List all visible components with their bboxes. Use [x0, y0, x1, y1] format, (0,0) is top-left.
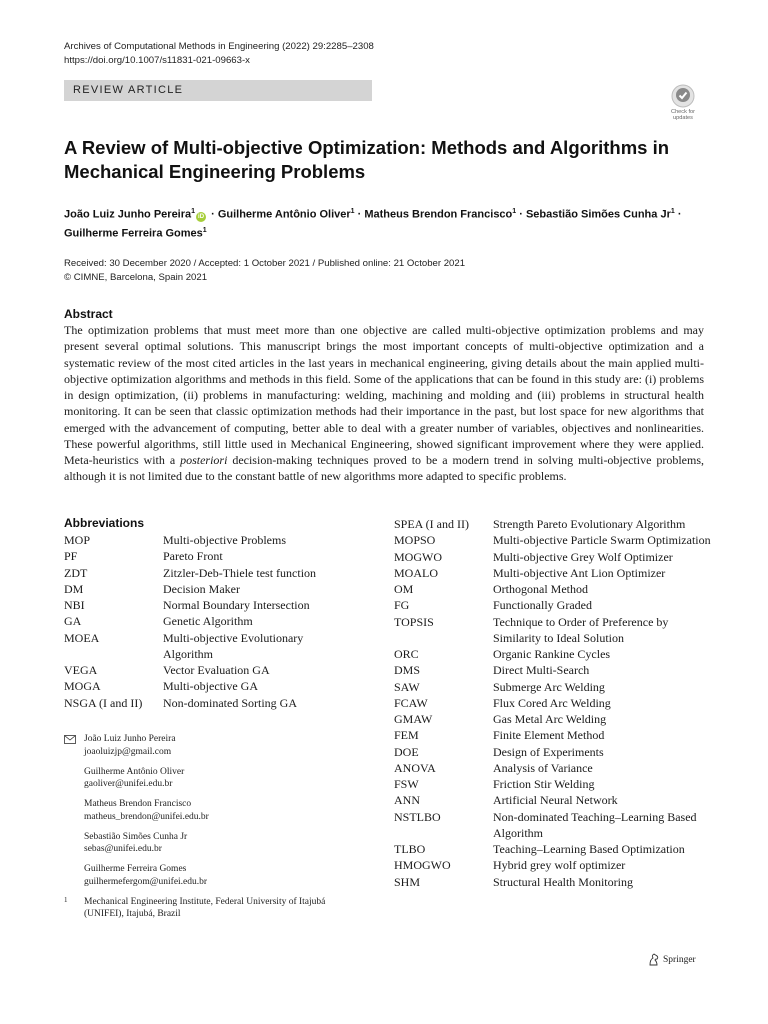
abbreviation-term: TOPSIS: [394, 614, 434, 629]
correspondence-entry: [64, 798, 344, 823]
author-name: Guilherme Antônio Oliver: [217, 208, 351, 221]
author-affiliation-number: 1: [670, 208, 675, 215]
abbreviation-definition: Friction Stir Welding: [493, 777, 595, 791]
correspondence-entry: [64, 733, 344, 758]
abbreviation-definition: Vector Evaluation GA: [163, 663, 270, 677]
affiliation: [64, 896, 344, 921]
springer-logo: [648, 953, 696, 966]
abstract-text-part-1: The optimization problems that must meet more than one objective are called multi-objective optimization problems and may present several optimal solutions. This manuscript brings the most important concepts of multi-objective optimization and a systematic review of the most cited articles in the last years in mechanical engineering, giving details about the main applied multi-objective optimization algorithms and methods in this field. Some of the applications that can be found in this study are: (i) problems in design optimization, (ii) problems in manufacturing: welding, machining and molding and (iii) problems in structural health monitoring. It can be seen that classic optimization methods had their importance in the past, but lost space for new algorithms that emerged with the advancement of computing, better able to deal with a greater number of variables, objectives and nonlinearities. These powerful algorithms, still little used in Mechanical Engineering, showed significant improvement where they were applied. Meta-heuristics with a: [64, 323, 704, 467]
abbreviation-definition: Functionally Graded: [493, 598, 592, 613]
correspondence-entry: [64, 863, 344, 888]
abbreviation-term: ANOVA: [394, 760, 436, 775]
abbreviation-definition: Teaching–Learning Based Optimization: [493, 842, 685, 856]
author-affiliation-number: 1: [202, 226, 207, 234]
check-updates-icon: [671, 84, 695, 108]
correspondence-email[interactable]: gaoliver@unifei.edu.br: [84, 779, 173, 789]
abbreviation-term: FCAW: [394, 695, 428, 710]
abbreviation-definition: Organic Rankine Cycles: [493, 647, 611, 661]
abbreviation-row: [394, 841, 712, 857]
author-affiliation-number: 1: [512, 208, 517, 215]
abbreviation-term: OM: [394, 582, 414, 596]
springer-horse-icon: [648, 953, 660, 966]
abbreviation-term: SPEA (I and II): [394, 517, 469, 531]
abbreviation-row: [64, 695, 334, 711]
abbreviation-row: [64, 678, 334, 694]
abbreviation-term: DMS: [394, 663, 421, 678]
author-name: João Luiz Junho Pereira: [64, 208, 192, 221]
doi-link[interactable]: https://doi.org/10.1007/s11831-021-09663-x: [64, 55, 250, 66]
abbreviation-row: [64, 630, 334, 663]
abbreviation-row: [394, 711, 712, 727]
abbreviation-row: [64, 548, 334, 564]
abbreviation-definition: Artificial Neural Network: [493, 793, 618, 808]
abbreviation-term: HMOGWO: [394, 858, 451, 873]
abbreviation-row: [394, 549, 712, 565]
abbreviation-row: [394, 744, 712, 760]
abbreviation-definition: Orthogonal Method: [493, 582, 588, 596]
abbreviation-term: TLBO: [394, 842, 426, 856]
abbreviation-row: [394, 760, 712, 776]
abbreviation-term: SAW: [394, 679, 420, 694]
abbreviation-definition: Multi-objective Particle Swarm Optimization: [493, 533, 711, 548]
abbreviation-term: VEGA: [64, 663, 98, 677]
abstract-heading: Abstract: [64, 307, 113, 321]
abbreviation-definition: Non-dominated Sorting GA: [163, 695, 297, 710]
abbreviation-row: [394, 857, 712, 873]
mail-icon: [64, 735, 76, 744]
abbreviation-definition: Flux Cored Arc Welding: [493, 695, 611, 710]
abbreviation-definition: Multi-objective Grey Wolf Optimizer: [493, 549, 673, 564]
abbreviation-term: MOALO: [394, 565, 438, 580]
copyright: © CIMNE, Barcelona, Spain 2021: [64, 272, 208, 283]
abbreviation-row: [394, 662, 712, 678]
abbreviation-row: [394, 679, 712, 695]
abstract-italic-term: posteriori: [180, 453, 228, 467]
journal-citation: Archives of Computational Methods in Engineering (2022) 29:2285–2308: [64, 41, 374, 52]
abbreviation-term: NSTLBO: [394, 809, 441, 824]
abbreviation-definition: Technique to Order of Preference by Similarity to Ideal Solution: [493, 614, 669, 645]
correspondence-email[interactable]: guilhermefergom@unifei.edu.br: [84, 876, 208, 887]
correspondence-name: Guilherme Antônio Oliver: [84, 766, 185, 777]
publication-dates: Received: 30 December 2020 / Accepted: 1 October 2021 / Published online: 21 October 2021: [64, 258, 466, 269]
abbreviation-row: [64, 565, 334, 581]
abbreviation-term: FG: [394, 598, 410, 613]
abbreviation-definition: Pareto Front: [163, 549, 223, 564]
abbreviation-term: MOGWO: [394, 549, 442, 564]
abbreviation-row: [394, 809, 712, 842]
abbreviation-row: [394, 516, 712, 532]
abbreviation-definition: Multi-objective Evolutionary Algorithm: [163, 630, 304, 661]
abbreviation-term: FEM: [394, 728, 419, 743]
abbreviation-row: [394, 532, 712, 548]
abbreviation-definition: Submerge Arc Welding: [493, 679, 605, 694]
affiliation-text: Mechanical Engineering Institute, Federal University of Itajubá (UNIFEI), Itajubá, Brazil: [84, 896, 326, 919]
abbreviation-definition: Hybrid grey wolf optimizer: [493, 858, 626, 873]
abbreviations-list-right: [394, 516, 712, 890]
abbreviation-row: [394, 792, 712, 808]
abbreviation-definition: Structural Health Monitoring: [493, 874, 633, 889]
abbreviation-row: [394, 874, 712, 890]
abbreviation-row: [64, 597, 334, 613]
abbreviation-term: FSW: [394, 777, 419, 791]
abbreviation-row: [394, 776, 712, 792]
abbreviation-row: [64, 613, 334, 629]
abbreviation-row: [394, 695, 712, 711]
abbreviation-definition: Decision Maker: [163, 581, 240, 596]
abbreviation-definition: Multi-objective Problems: [163, 533, 286, 547]
abbreviation-definition: Strength Pareto Evolutionary Algorithm: [493, 517, 686, 531]
author-list: João Luiz Junho Pereira$^1$iD · Guilherme Antônio Oliver$^1$ · Matheus Brendon Francisco$^1$ · Sebastião Simões Cunha $Jr^1$ · Guilherme Ferreira Gomes$^1$: [64, 208, 682, 240]
abbreviation-definition: Multi-objective GA: [163, 679, 258, 694]
abbreviation-term: MOPSO: [394, 533, 436, 548]
abbreviation-definition: Non-dominated Teaching–Learning Based Algorithm: [493, 809, 697, 840]
abbreviation-row: [64, 532, 334, 548]
abbreviation-term: DOE: [394, 744, 419, 759]
abbreviation-definition: Design of Experiments: [493, 744, 604, 759]
abbreviation-row: [64, 662, 334, 678]
author-name: Guilherme Ferreira Gomes: [64, 227, 203, 240]
abbreviation-row: [394, 727, 712, 743]
abbreviation-row: [394, 565, 712, 581]
abbreviation-term: ORC: [394, 647, 419, 661]
abbreviation-definition: Zitzler-Deb-Thiele test function: [163, 565, 317, 580]
abbreviation-row: [394, 597, 712, 613]
abbreviation-definition: Genetic Algorithm: [163, 614, 253, 629]
abstract-text-part-2: decision-making techniques proved to be a modern trend in solving multi-objective problems, although it is not limited due to the constant battle of new algorithms more adapted to specific problems.: [64, 453, 704, 484]
abbreviation-definition: Finite Element Method: [493, 728, 605, 743]
abbreviation-term: NSGA (I and II): [64, 695, 143, 710]
publisher-name: Springer: [663, 954, 696, 965]
abbreviation-term: MOGA: [64, 679, 101, 694]
orcid-icon[interactable]: iD: [198, 213, 205, 220]
correspondence-entry: [64, 766, 344, 791]
abstract-text: [64, 322, 704, 485]
abbreviation-definition: Direct Multi-Search: [493, 663, 590, 678]
abbreviation-term: DM: [64, 581, 84, 596]
abbreviation-term: ANN: [394, 793, 420, 808]
author-affiliation-number: 1: [191, 208, 196, 215]
correspondence-name: Matheus Brendon Francisco: [84, 799, 192, 809]
correspondence-name: João Luiz Junho Pereira: [84, 734, 176, 744]
abbreviation-term: MOEA: [64, 630, 100, 645]
abbreviation-definition: Gas Metal Arc Welding: [493, 712, 607, 726]
abbreviation-row: [64, 581, 334, 597]
abbreviation-term: SHM: [394, 874, 421, 889]
abbreviations-list-left: [64, 532, 334, 711]
correspondence-entry: [64, 831, 344, 856]
paper-title: A Review of Multi-objective Optimization: Methods and Algorithms in Mechanical Engineering Problems: [64, 137, 670, 182]
abbreviation-definition: Analysis of Variance: [493, 760, 593, 775]
abbreviation-term: GA: [64, 614, 82, 629]
check-updates-label: Check for updates: [671, 109, 695, 121]
abbreviation-term: NBI: [64, 598, 85, 612]
abbreviation-row: [394, 614, 712, 647]
abbreviation-row: [394, 646, 712, 662]
article-type-banner: REVIEW ARTICLE: [64, 80, 372, 101]
correspondence-email[interactable]: matheus_brendon@unifei.edu.br: [84, 811, 209, 822]
author-name: Sebastião Simões Cunha Jr: [525, 208, 671, 221]
abbreviations-heading: Abbreviations: [64, 516, 145, 530]
abbreviation-term: GMAW: [394, 712, 433, 726]
abbreviation-term: MOP: [64, 533, 91, 547]
correspondence-email[interactable]: sebas@unifei.edu.br: [84, 844, 162, 854]
author-name: Matheus Brendon Francisco: [364, 208, 513, 221]
correspondence-block: [64, 733, 344, 921]
correspondence-email[interactable]: joaoluizjp@gmail.com: [84, 746, 172, 757]
check-for-updates-badge[interactable]: [662, 84, 704, 124]
abbreviation-definition: Multi-objective Ant Lion Optimizer: [493, 565, 666, 580]
affiliation-number: 1: [64, 895, 68, 904]
abbreviation-row: [394, 581, 712, 597]
abbreviation-term: PF: [64, 549, 78, 564]
correspondence-name: Sebastião Simões Cunha Jr: [84, 831, 188, 842]
abbreviation-term: ZDT: [64, 565, 88, 580]
author-affiliation-number: 1: [350, 208, 355, 215]
abbreviation-definition: Normal Boundary Intersection: [163, 598, 310, 612]
correspondence-name: Guilherme Ferreira Gomes: [84, 864, 187, 874]
